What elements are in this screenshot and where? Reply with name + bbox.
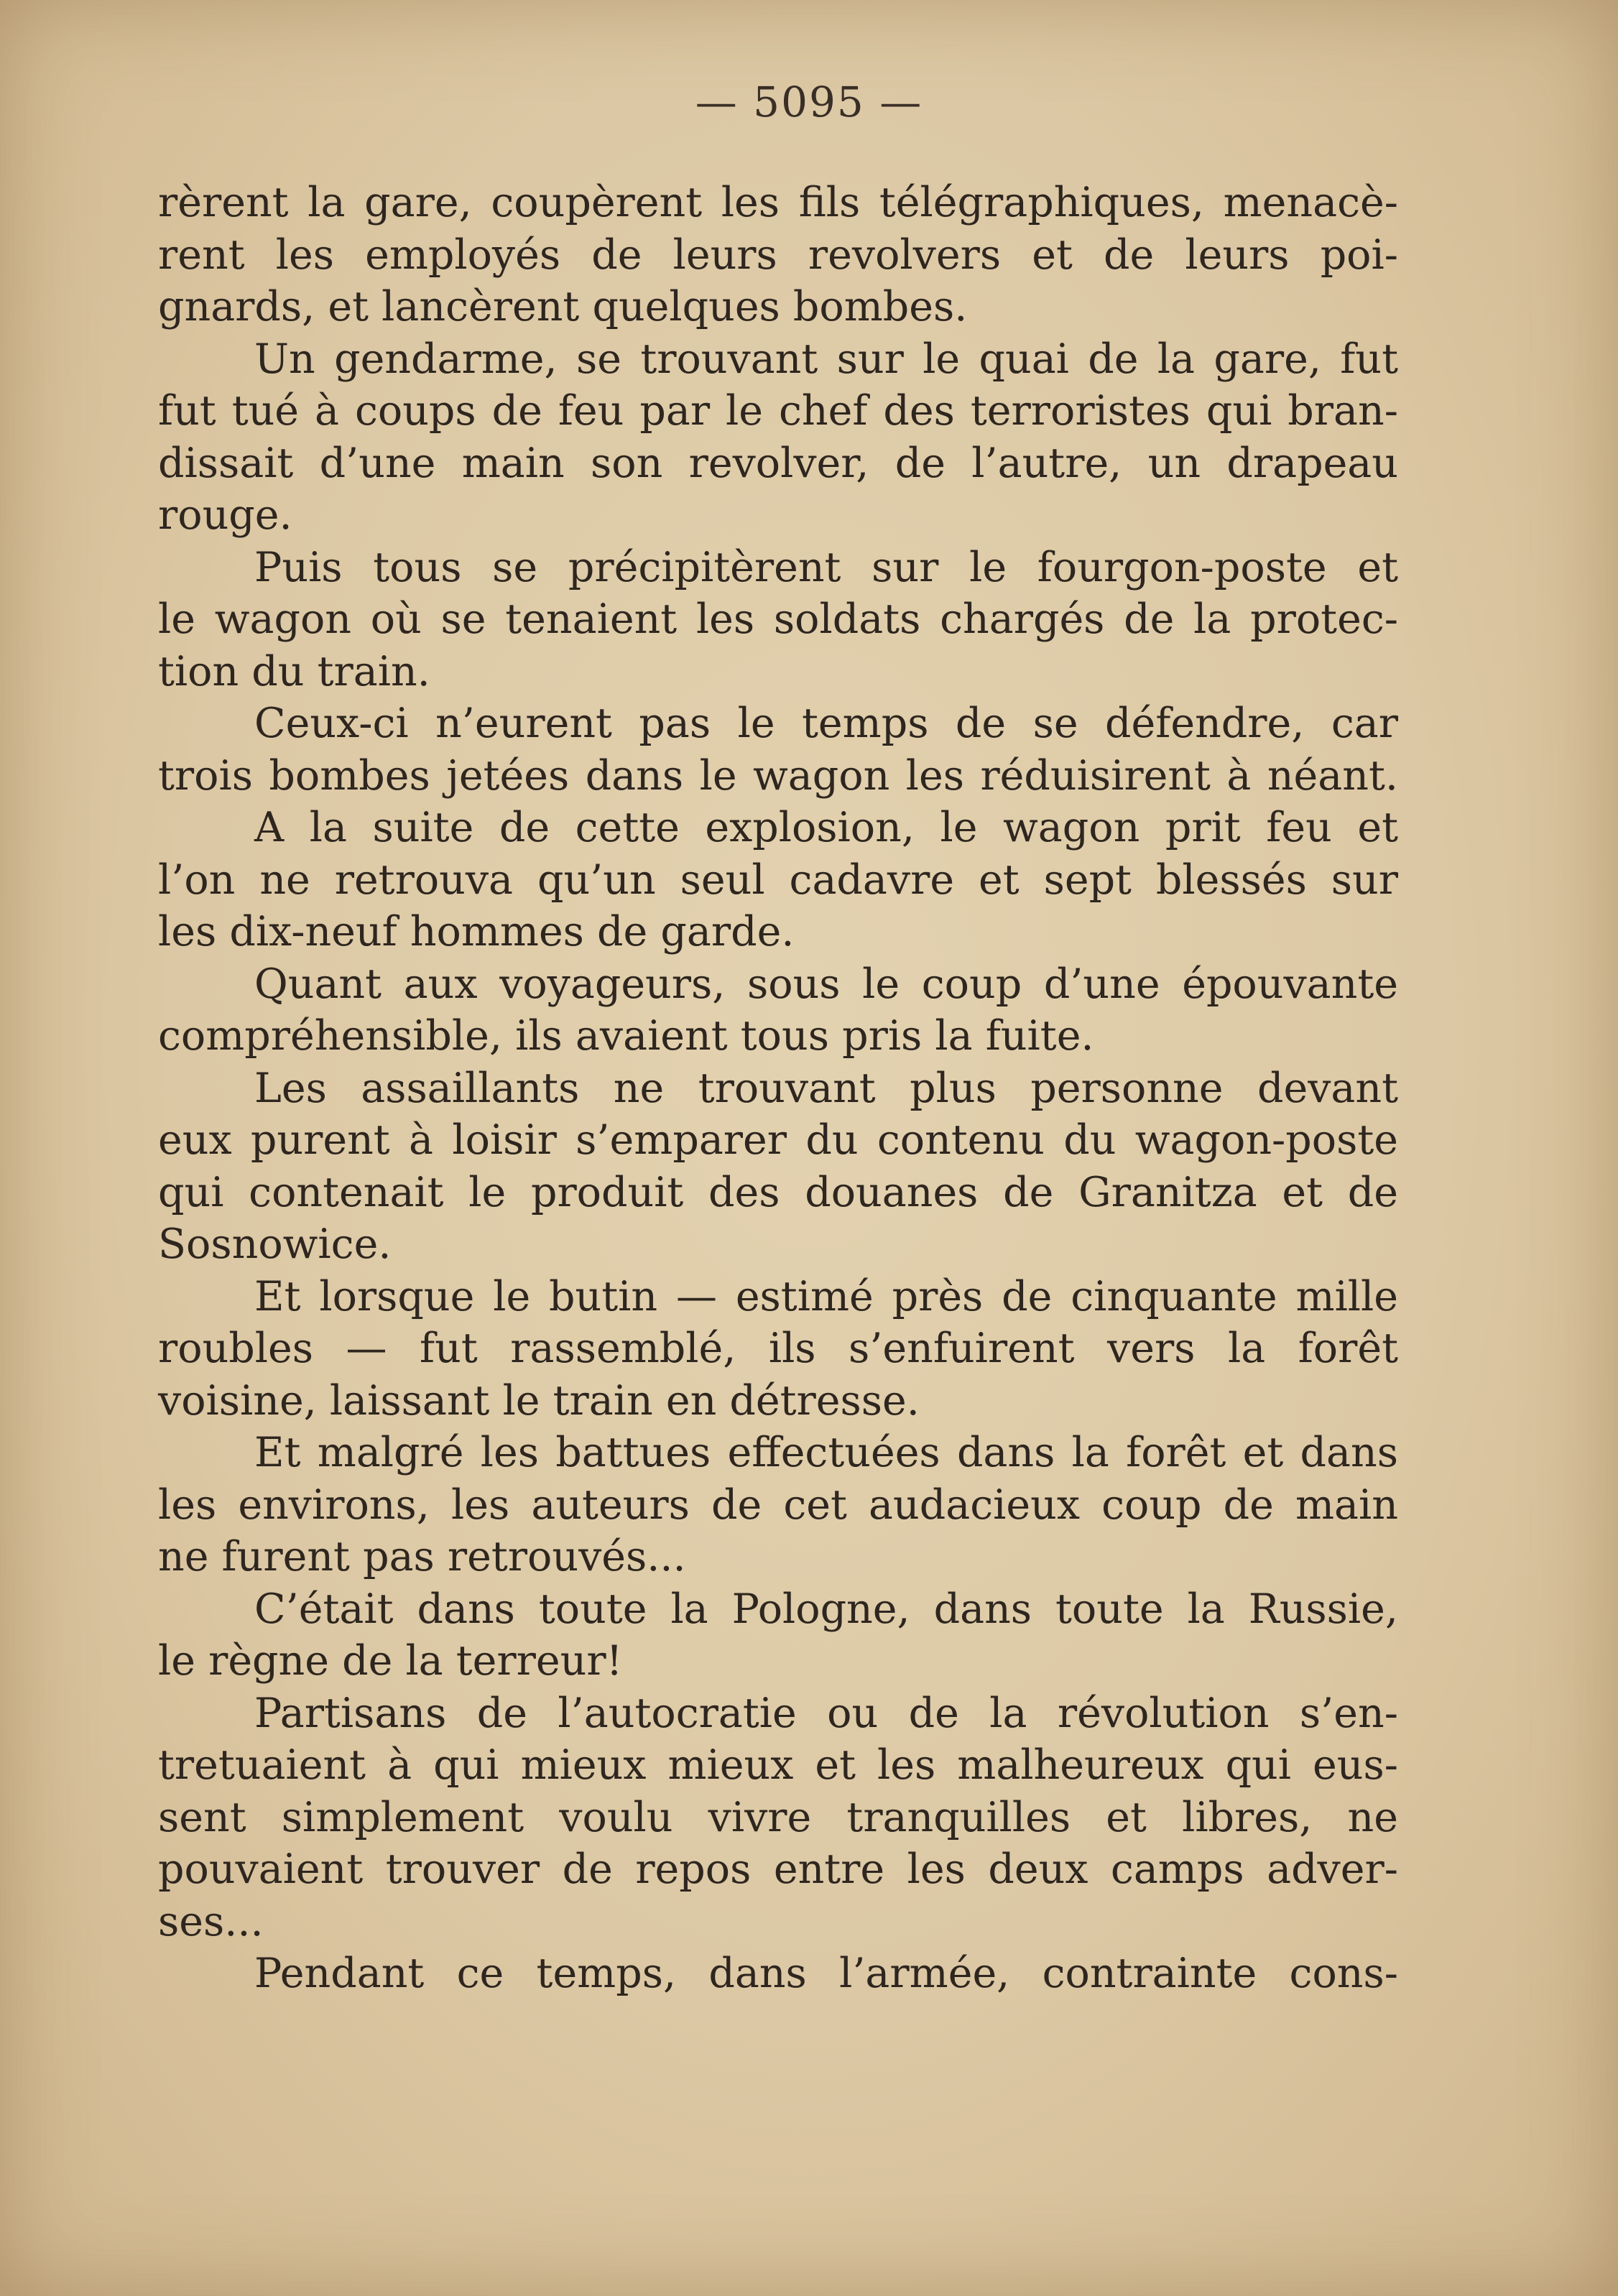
text-line: Pendant ce temps, dans l’armée, contrainte cons- <box>254 1950 1398 1997</box>
page-number: — 5095 — <box>695 78 923 126</box>
text-line: C’était dans toute la Pologne, dans toute la Russie, <box>254 1585 1398 1633</box>
text-line: sent simplement voulu vivre tranquilles et libres, ne <box>158 1793 1398 1841</box>
text-line: les dix-neuf hommes de garde. <box>158 908 795 955</box>
text-line: trois bombes jetées dans le wagon les réduisirent à néant. <box>158 751 1398 800</box>
text-line: qui contenait le produit des douanes de Granitza et de <box>158 1168 1398 1216</box>
text-line: le wagon où se tenaient les soldats chargés de la protec- <box>158 596 1398 643</box>
text-line: ne furent pas retrouvés... <box>158 1533 686 1580</box>
text-line: Un gendarme, se trouvant sur le quai de la gare, fut <box>254 335 1398 383</box>
text-line: voisine, laissant le train en détresse. <box>158 1376 920 1425</box>
text-line: eux purent à loisir s’emparer du contenu du wagon-poste <box>158 1116 1398 1164</box>
text-line: roubles — fut rassemblé, ils s’enfuirent vers la forêt <box>158 1325 1398 1372</box>
text-line: tion du train. <box>158 647 430 695</box>
text-line: gnards, et lancèrent quelques bombes. <box>158 283 968 330</box>
text-line: Sosnowice. <box>158 1221 392 1268</box>
text-line: tretuaient à qui mieux mieux et les malheureux qui eus- <box>158 1741 1398 1789</box>
text-line: Puis tous se précipitèrent sur le fourgon-poste et <box>254 543 1398 591</box>
text-line: fut tué à coups de feu par le chef des terroristes qui bran- <box>158 387 1398 435</box>
text-line: Et lorsque le butin — estimé près de cinquante mille <box>254 1272 1398 1320</box>
body-text <box>158 177 1398 2000</box>
text-line: les environs, les auteurs de cet audacieux coup de main <box>158 1481 1398 1529</box>
text-line: Les assaillants ne trouvant plus personne devant <box>254 1064 1398 1112</box>
text-line: rèrent la gare, coupèrent les fils télégraphiques, menacè- <box>158 179 1398 226</box>
text-line: ses... <box>158 1897 264 1945</box>
text-line: compréhensible, ils avaient tous pris la fuite. <box>158 1012 1094 1060</box>
text-line: dissait d’une main son revolver, de l’autre, un drapeau <box>158 439 1398 487</box>
text-line: Quant aux voyageurs, sous le coup d’une épouvante <box>254 960 1398 1008</box>
text-line: rouge. <box>158 491 292 539</box>
text-line: Ceux-ci n’eurent pas le temps de se défendre, car <box>254 700 1398 747</box>
text-line: Et malgré les battues effectuées dans la forêt et dans <box>254 1429 1398 1476</box>
text-line: le règne de la terreur! <box>158 1637 623 1685</box>
text-line: A la suite de cette explosion, le wagon prit feu et <box>254 804 1398 851</box>
text-line: rent les employés de leurs revolvers et de leurs poi- <box>158 231 1398 279</box>
text-line: Partisans de l’autocratie ou de la révolution s’en- <box>254 1689 1398 1737</box>
text-line: l’on ne retrouva qu’un seul cadavre et sept blessés sur <box>158 856 1398 904</box>
text-line: pouvaient trouver de repos entre les deux camps adver- <box>158 1846 1398 1893</box>
